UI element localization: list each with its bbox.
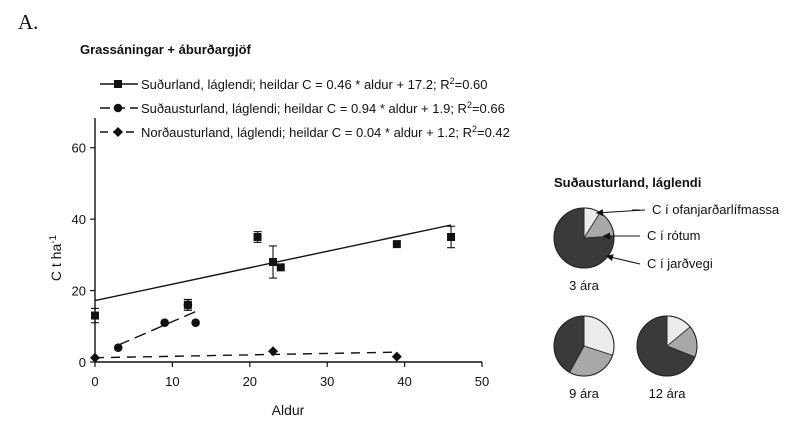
data-point — [447, 233, 455, 241]
data-point — [393, 240, 401, 248]
pie-panel — [554, 175, 780, 401]
legend-label-text: Suðausturland, láglendi; heildar C = 0.94 * aldur + 1.9; R — [141, 101, 467, 116]
pie-label: 12 ára — [648, 386, 686, 401]
data-point — [191, 318, 200, 327]
y-axis-label-sup: -1 — [48, 234, 59, 244]
y-tick-label: 60 — [71, 140, 86, 156]
y-axis-label — [48, 234, 64, 281]
fit-line — [95, 352, 397, 358]
pie-legend — [596, 202, 780, 271]
pie-title: Suðausturland, láglendi — [554, 175, 702, 190]
panel-label: A. — [18, 10, 39, 34]
pie-label: 3 ára — [569, 278, 599, 293]
legend-label — [141, 124, 510, 140]
y-tick-label: 20 — [71, 283, 86, 299]
scatter-plot — [48, 118, 489, 418]
data-point — [254, 233, 262, 241]
legend-label-text: Suðurland, láglendi; heildar C = 0.46 * aldur + 17.2; R — [141, 77, 450, 92]
pie-label: 9 ára — [569, 386, 599, 401]
data-point — [184, 301, 193, 310]
data-point — [114, 343, 123, 352]
data-point — [392, 352, 402, 362]
x-axis-label: Aldur — [271, 402, 305, 418]
y-axis-label-main: C t ha — [48, 243, 64, 282]
data-point — [91, 312, 99, 320]
pie-legend-label: C í rótum — [647, 228, 701, 243]
legend-label-end: =0.66 — [471, 101, 505, 116]
y-tick-label: 0 — [78, 355, 86, 370]
fit-line — [118, 312, 195, 346]
data-point — [277, 263, 285, 271]
legend-label-end: =0.42 — [477, 125, 510, 140]
legend-label-text: Norðausturland, láglendi; heildar C = 0.04 * aldur + 1.2; R — [141, 125, 472, 140]
data-point — [160, 318, 169, 327]
legend-label-end: =0.60 — [454, 77, 488, 92]
x-tick-label: 50 — [474, 374, 490, 389]
x-tick-label: 10 — [165, 374, 180, 389]
legend-label — [141, 100, 505, 116]
legend-marker — [113, 127, 123, 137]
data-point — [269, 258, 277, 266]
x-tick-label: 20 — [242, 374, 258, 389]
x-tick-label: 0 — [91, 374, 99, 389]
pie-legend-label: C í ofanjarðarlífmassa — [652, 202, 780, 217]
chart-title: Grassáningar + áburðargjöf — [80, 42, 251, 57]
x-tick-label: 30 — [319, 374, 335, 389]
legend-marker — [114, 104, 123, 113]
scatter-legend — [100, 76, 510, 140]
legend-label-sup: 2 — [471, 124, 477, 134]
data-point — [90, 353, 100, 363]
y-tick-label: 40 — [71, 212, 86, 228]
legend-label — [141, 76, 488, 92]
pie-legend-label: C í jarðvegi — [647, 256, 713, 271]
legend-label-sup: 2 — [466, 100, 472, 110]
legend-label-sup: 2 — [449, 76, 455, 86]
legend-marker — [114, 80, 122, 88]
x-tick-label: 40 — [397, 374, 412, 389]
